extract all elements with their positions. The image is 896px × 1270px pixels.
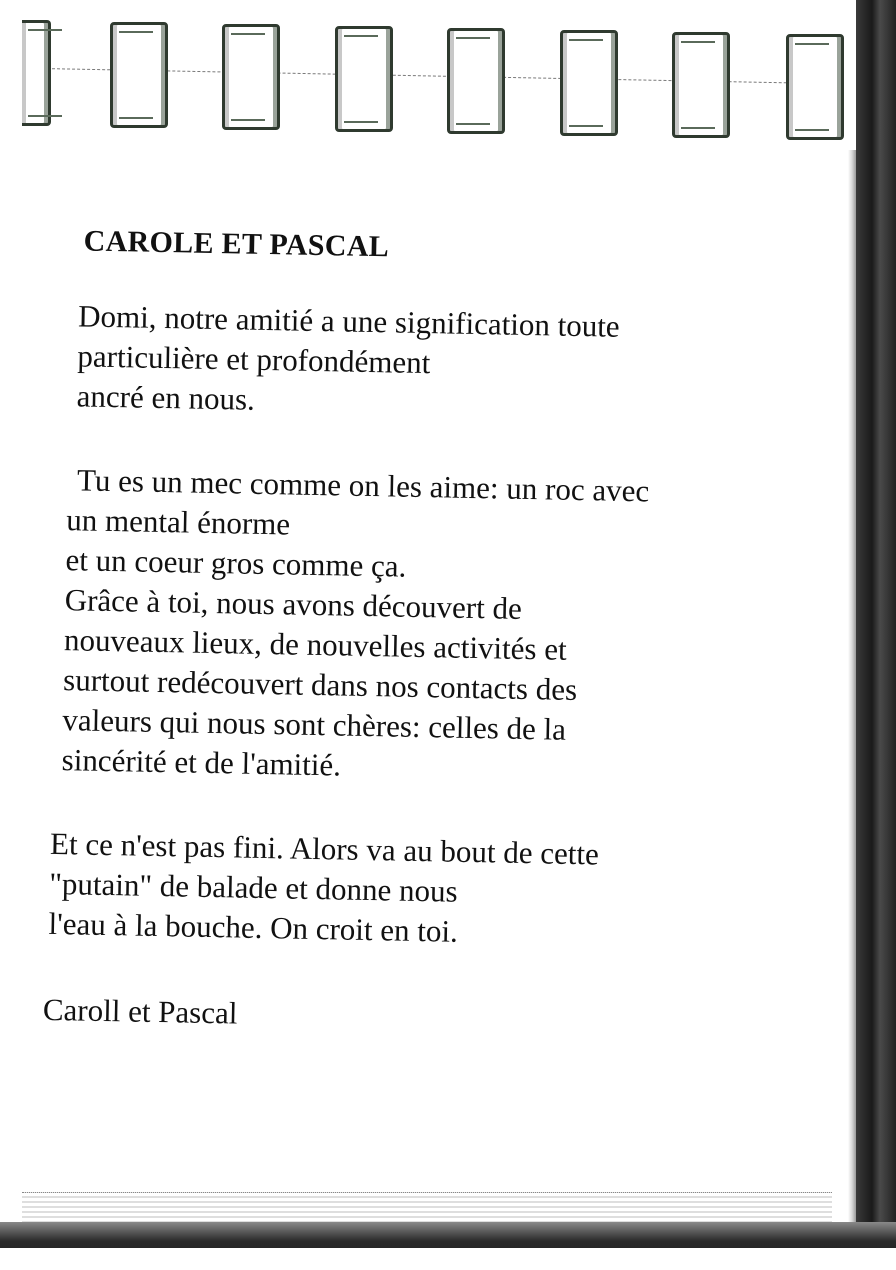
binding-ring bbox=[672, 32, 730, 138]
paragraph-tribute bbox=[61, 460, 775, 794]
text-line: l'eau à la bouche. On croit en toi. bbox=[48, 905, 459, 949]
text-line: et un coeur gros comme ça. bbox=[65, 542, 407, 584]
text-line: sincérité et de l'amitié. bbox=[61, 742, 342, 783]
text-line: Grâce à toi, nous avons découvert de bbox=[64, 582, 523, 626]
text-line: ancré en nous. bbox=[76, 378, 256, 417]
text-line: Tu es un mec comme on les aime: un roc avec bbox=[76, 462, 650, 509]
page-edge bbox=[848, 150, 856, 1230]
text-line: Domi, notre amitié a une signification toute bbox=[77, 298, 620, 344]
bottom-margin bbox=[0, 1248, 896, 1270]
letter-title: CAROLE ET PASCAL bbox=[83, 224, 390, 264]
text-line: valeurs qui nous sont chères: celles de la bbox=[62, 702, 567, 747]
text-line: surtout redécouvert dans nos contacts des bbox=[62, 662, 578, 708]
letter-signature: Caroll et Pascal bbox=[42, 991, 238, 1031]
text-line: Et ce n'est pas fini. Alors va au bout de cette bbox=[49, 825, 600, 872]
spiral-binding bbox=[22, 18, 862, 158]
binding-ring bbox=[560, 30, 618, 136]
binding-ring bbox=[22, 20, 51, 126]
binding-ring bbox=[786, 34, 844, 140]
text-line: un mental énorme bbox=[65, 502, 291, 542]
binding-ring bbox=[447, 28, 505, 134]
page-edge-shadow bbox=[856, 0, 896, 1270]
letter-page bbox=[42, 224, 780, 1042]
text-line: particulière et profondément bbox=[77, 338, 431, 381]
paragraph-friendship bbox=[76, 296, 778, 429]
page-stack-edge bbox=[22, 1192, 832, 1223]
binding-ring bbox=[335, 26, 393, 132]
text-line: nouveaux lieux, de nouvelles activités et bbox=[63, 622, 568, 667]
text-line: "putain" de balade et donne nous bbox=[49, 865, 458, 909]
paragraph-encouragement bbox=[48, 824, 768, 958]
binding-ring bbox=[222, 24, 280, 130]
binding-ring bbox=[110, 22, 168, 128]
